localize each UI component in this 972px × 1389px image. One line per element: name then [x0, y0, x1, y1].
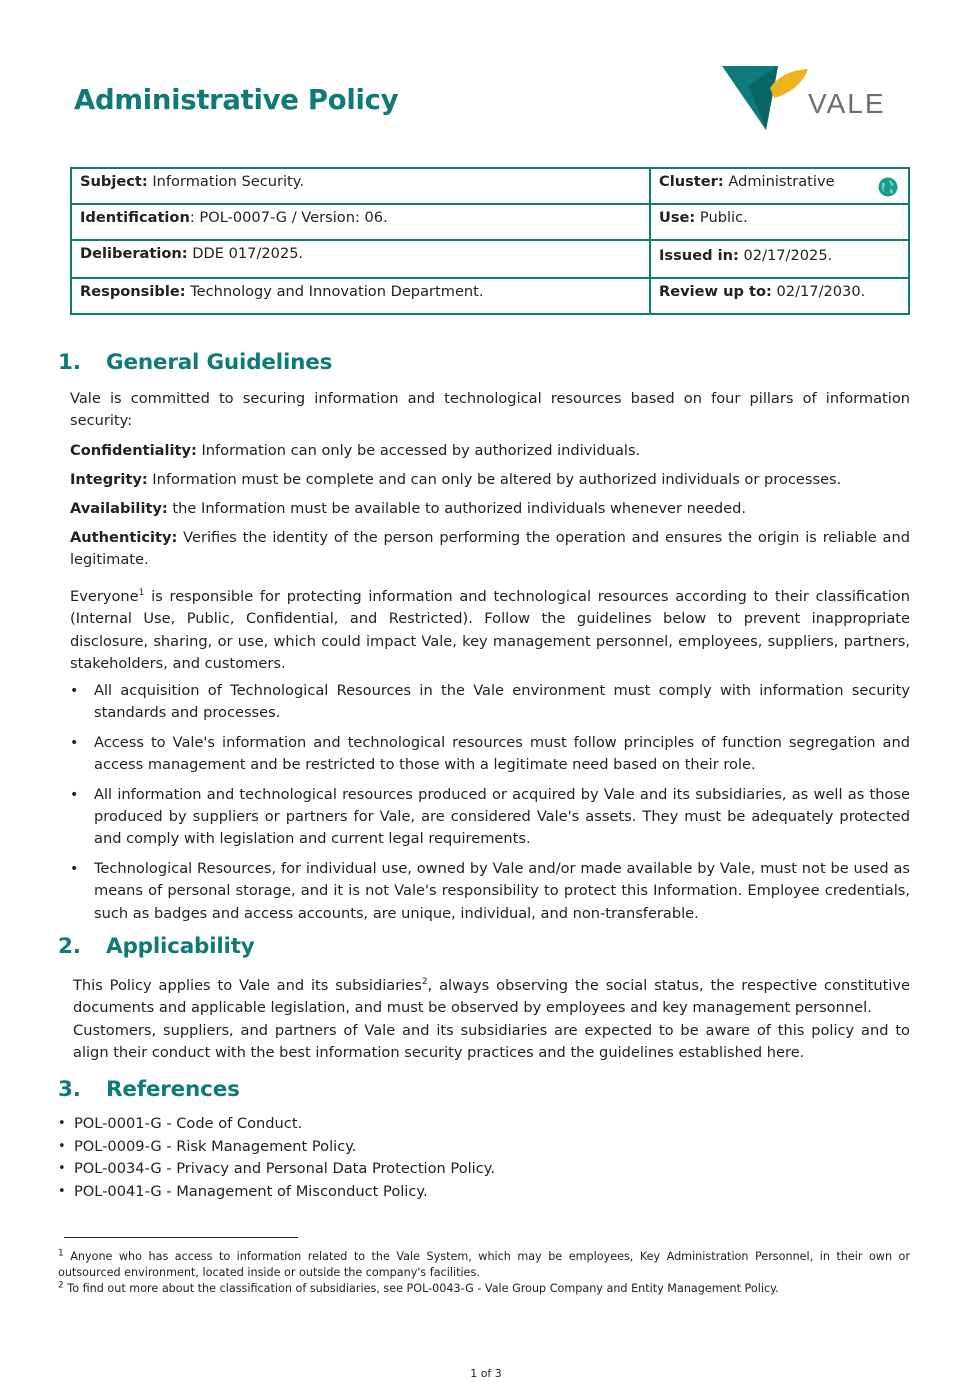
table-row	[71, 240, 909, 278]
review-value: 02/17/2030.	[771, 283, 866, 300]
subject-cell	[71, 168, 650, 204]
list-item: • POL-0009-G - Risk Management Policy.	[58, 1136, 658, 1159]
section-title: Applicability	[106, 934, 255, 959]
list-item: • All information and technological resources produced or acquired by Vale and its subsidiaries, as well as those produced by suppliers or partners for Vale, are considered Vale's assets. They must be adequately protected and comply with legislation and current legal requirements.	[70, 784, 910, 851]
deliberation-cell	[71, 240, 650, 278]
pillar-term: Confidentiality:	[70, 442, 197, 459]
list-item: • Access to Vale's information and technological resources must follow principles of function segregation and access management and be restricted to those with a legitimate need based on their role.	[70, 732, 910, 777]
guidelines-list	[70, 680, 910, 932]
page-title: Administrative Policy	[74, 84, 399, 116]
footnote-2	[58, 1281, 910, 1297]
table-row	[71, 204, 909, 240]
responsible-cell	[71, 278, 650, 314]
applicability-paragraph	[73, 975, 910, 1020]
cluster-label: Cluster:	[659, 173, 724, 190]
applicability-text: , always observing the social status, the respective constitutive documents and applicable legislation, and must be observed by employees and key management personnel.	[73, 977, 910, 1017]
policy-info-table	[70, 167, 910, 315]
footnote-1	[58, 1249, 910, 1281]
pillar-text: Information can only be accessed by authorized individuals.	[196, 442, 641, 459]
everyone-word: Everyone	[70, 588, 139, 605]
footnote-ref[interactable]: 1	[138, 588, 145, 599]
applicability-text: This Policy applies to Vale and its subsidiaries	[73, 977, 422, 994]
review-cell	[650, 278, 909, 314]
use-value: Public.	[695, 209, 748, 226]
section-number: 3.	[58, 1077, 81, 1102]
everyone-text: is responsible for protecting information and technological resources according to their classification (Internal Use, Public, Confidential, and Restricted). Follow the guidelines below to prevent inappropriate disclosure, sharing, or use, which could impact Vale, key management personnel, employees, suppliers, partners, stakeholders, and customers.	[70, 588, 910, 673]
pillar-availability	[70, 498, 910, 520]
footnote-mark: 2	[58, 1280, 64, 1291]
section1-intro: Vale is committed to securing information and technological resources based on four pillars of information security:	[70, 390, 910, 430]
use-label: Use:	[659, 209, 696, 226]
pillar-integrity	[70, 469, 910, 491]
footnote-text: Anyone who has access to information related to the Vale System, which may be employees, Key Administration Personnel, in their own or outsourced environment, located inside or outside the company's facilities.	[58, 1250, 910, 1279]
pillar-term: Authenticity:	[70, 529, 178, 546]
identification-value: : POL-0007-G / Version: 06.	[189, 209, 388, 226]
deliberation-value: DDE 017/2025.	[187, 245, 304, 262]
page-number: 1 of 3	[470, 1367, 502, 1380]
list-item: • All acquisition of Technological Resources in the Vale environment must comply with information security standards and processes.	[70, 680, 910, 725]
section-heading-applicability	[58, 934, 255, 959]
subject-value: Information Security.	[147, 173, 304, 190]
pillar-authenticity	[70, 527, 910, 572]
use-cell	[650, 204, 909, 240]
section-heading-references	[58, 1077, 240, 1102]
section-title: General Guidelines	[106, 350, 333, 375]
responsible-value: Technology and Innovation Department.	[185, 283, 484, 300]
footnote-mark: 1	[58, 1248, 64, 1259]
pillar-term: Availability:	[70, 500, 168, 517]
section-title: References	[106, 1077, 240, 1102]
list-item: • POL-0034-G - Privacy and Personal Data Protection Policy.	[58, 1158, 658, 1181]
list-item: • POL-0041-G - Management of Misconduct Policy.	[58, 1181, 658, 1204]
applicability-paragraph-2: Customers, suppliers, and partners of Vale and its subsidiaries are expected to be aware of this policy and to align their conduct with the best information security practices and the guidelines established here.	[73, 1022, 910, 1062]
pillar-term: Integrity:	[70, 471, 148, 488]
table-row	[71, 278, 909, 314]
list-item: • Technological Resources, for individual use, owned by Vale and/or made available by Vale, must not be used as means of personal storage, and it is not Vale's responsibility to protect this Information. Employee credentials, such as badges and access accounts, are unique, individual, and non-transferable.	[70, 858, 910, 925]
cluster-value: Administrative	[723, 173, 835, 190]
footnote-text: To find out more about the classification of subsidiaries, see POL-0043-G - Vale Group Company and Entity Management Policy.	[63, 1282, 779, 1295]
responsible-label: Responsible:	[80, 283, 186, 300]
review-label: Review up to:	[659, 283, 772, 300]
identification-label: Identification	[80, 209, 190, 226]
issued-value: 02/17/2025.	[738, 247, 833, 264]
footnote-divider	[64, 1237, 298, 1238]
globe-icon	[878, 177, 898, 197]
list-item: • POL-0001-G - Code of Conduct.	[58, 1113, 658, 1136]
footnote-ref[interactable]: 2	[421, 977, 428, 988]
table-row	[71, 168, 909, 204]
everyone-paragraph	[70, 586, 910, 676]
issued-label: Issued in:	[659, 247, 739, 264]
issued-cell	[650, 240, 909, 278]
pillar-text: Verifies the identity of the person performing the operation and ensures the origin is reliable and legitimate.	[70, 529, 910, 569]
pillar-text: Information must be complete and can only be altered by authorized individuals or processes.	[147, 471, 842, 488]
section-heading-general-guidelines	[58, 350, 332, 375]
references-list	[58, 1113, 658, 1203]
pillar-text: the Information must be available to authorized individuals whenever needed.	[167, 500, 746, 517]
subject-label: Subject:	[80, 173, 148, 190]
section-number: 2.	[58, 934, 81, 959]
logo-text: VALE	[808, 88, 886, 119]
deliberation-label: Deliberation:	[80, 245, 188, 262]
pillar-confidentiality	[70, 440, 910, 462]
section-number: 1.	[58, 350, 81, 375]
cluster-cell	[650, 168, 909, 204]
identification-cell	[71, 204, 650, 240]
